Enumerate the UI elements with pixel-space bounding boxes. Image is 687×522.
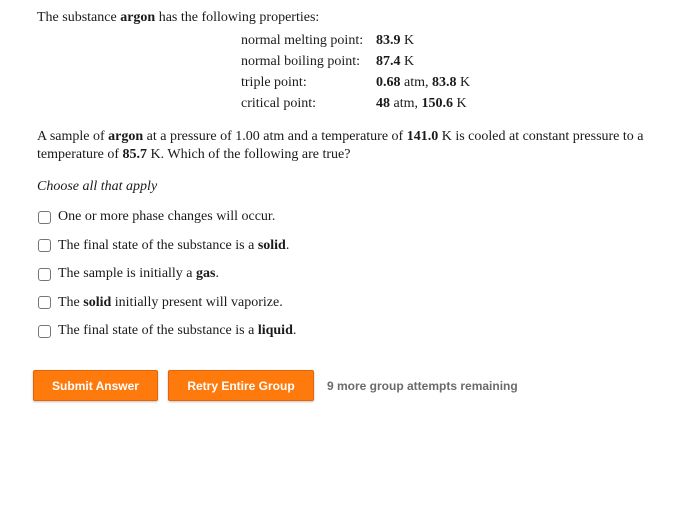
choice-text: The final state of the substance is a: [58, 323, 258, 339]
choice-keyword: solid: [83, 294, 112, 310]
property-label: normal boiling point:: [241, 54, 360, 69]
property-value: [376, 72, 470, 93]
choice-option[interactable]: [38, 260, 296, 289]
choice-text: .: [215, 266, 219, 282]
choice-text: initially present will vaporize.: [111, 294, 283, 310]
choice-label: [58, 266, 219, 282]
property-label: triple point:: [241, 75, 307, 90]
choice-option[interactable]: [38, 232, 296, 261]
attempts-remaining-text: 9 more group attempts remaining: [327, 378, 518, 393]
property-number: 48: [376, 96, 390, 111]
property-row: [241, 72, 501, 93]
intro-prefix: The substance: [37, 10, 121, 25]
property-value: [376, 51, 414, 72]
submit-answer-button[interactable]: Submit Answer: [33, 370, 158, 401]
property-row: [241, 51, 501, 72]
property-value: [376, 30, 414, 51]
choice-text: .: [285, 237, 290, 253]
choice-keyword: solid: [257, 237, 286, 253]
intro-suffix: has the following properties:: [155, 10, 320, 25]
final-temperature: 85.7: [122, 147, 148, 162]
question-part: A sample of: [37, 129, 109, 144]
choice-option[interactable]: [38, 289, 296, 318]
property-unit: K: [400, 33, 415, 48]
property-value: [376, 93, 467, 114]
checkbox[interactable]: [38, 211, 51, 224]
choice-label: [58, 295, 283, 311]
property-number: 83.8: [432, 75, 457, 90]
properties-table: [241, 30, 501, 114]
choice-label: [58, 323, 296, 339]
choice-text: The final state of the substance is a: [58, 237, 258, 253]
choice-keyword: liquid: [257, 323, 293, 339]
checkbox[interactable]: [38, 325, 51, 338]
retry-group-button[interactable]: Retry Entire Group: [168, 370, 314, 401]
choice-list: [38, 203, 296, 346]
initial-temperature: 141.0: [406, 129, 439, 144]
question-text: [37, 128, 682, 164]
property-unit: K: [400, 54, 415, 69]
property-unit: K: [453, 96, 467, 111]
choice-option[interactable]: [38, 203, 296, 232]
choice-text: One or more phase changes will occur.: [58, 209, 276, 225]
choice-text: The: [58, 294, 84, 310]
property-number: 83.9: [376, 33, 401, 48]
property-number: 150.6: [421, 96, 453, 111]
choice-label: [58, 209, 275, 225]
choice-keyword: gas: [196, 266, 216, 282]
question-part: K. Which of the following are true?: [147, 147, 351, 162]
property-label: critical point:: [241, 96, 317, 111]
property-unit: atm,: [390, 96, 422, 111]
property-unit: K: [456, 75, 471, 90]
substance-name: argon: [120, 10, 156, 25]
choice-label: [58, 238, 289, 254]
checkbox[interactable]: [38, 268, 51, 281]
property-label: normal melting point:: [241, 33, 364, 48]
question-part: K is cooled at constant pressure to a temperature of: [37, 129, 644, 162]
checkbox[interactable]: [38, 239, 51, 252]
question-part: at a pressure of 1.00 atm and a temperature of: [143, 129, 407, 144]
choice-text: .: [292, 323, 297, 339]
checkbox[interactable]: [38, 296, 51, 309]
action-bar: [33, 370, 518, 401]
property-number: 87.4: [376, 54, 401, 69]
intro-text: [37, 9, 319, 27]
choice-text: The sample is initially a: [58, 266, 197, 282]
property-unit: atm,: [400, 75, 432, 90]
substance-name: argon: [108, 129, 144, 144]
instruction-text: Choose all that apply: [37, 179, 158, 194]
choice-option[interactable]: [38, 317, 296, 346]
property-row: [241, 30, 501, 51]
property-number: 0.68: [376, 75, 401, 90]
property-row: [241, 93, 501, 114]
